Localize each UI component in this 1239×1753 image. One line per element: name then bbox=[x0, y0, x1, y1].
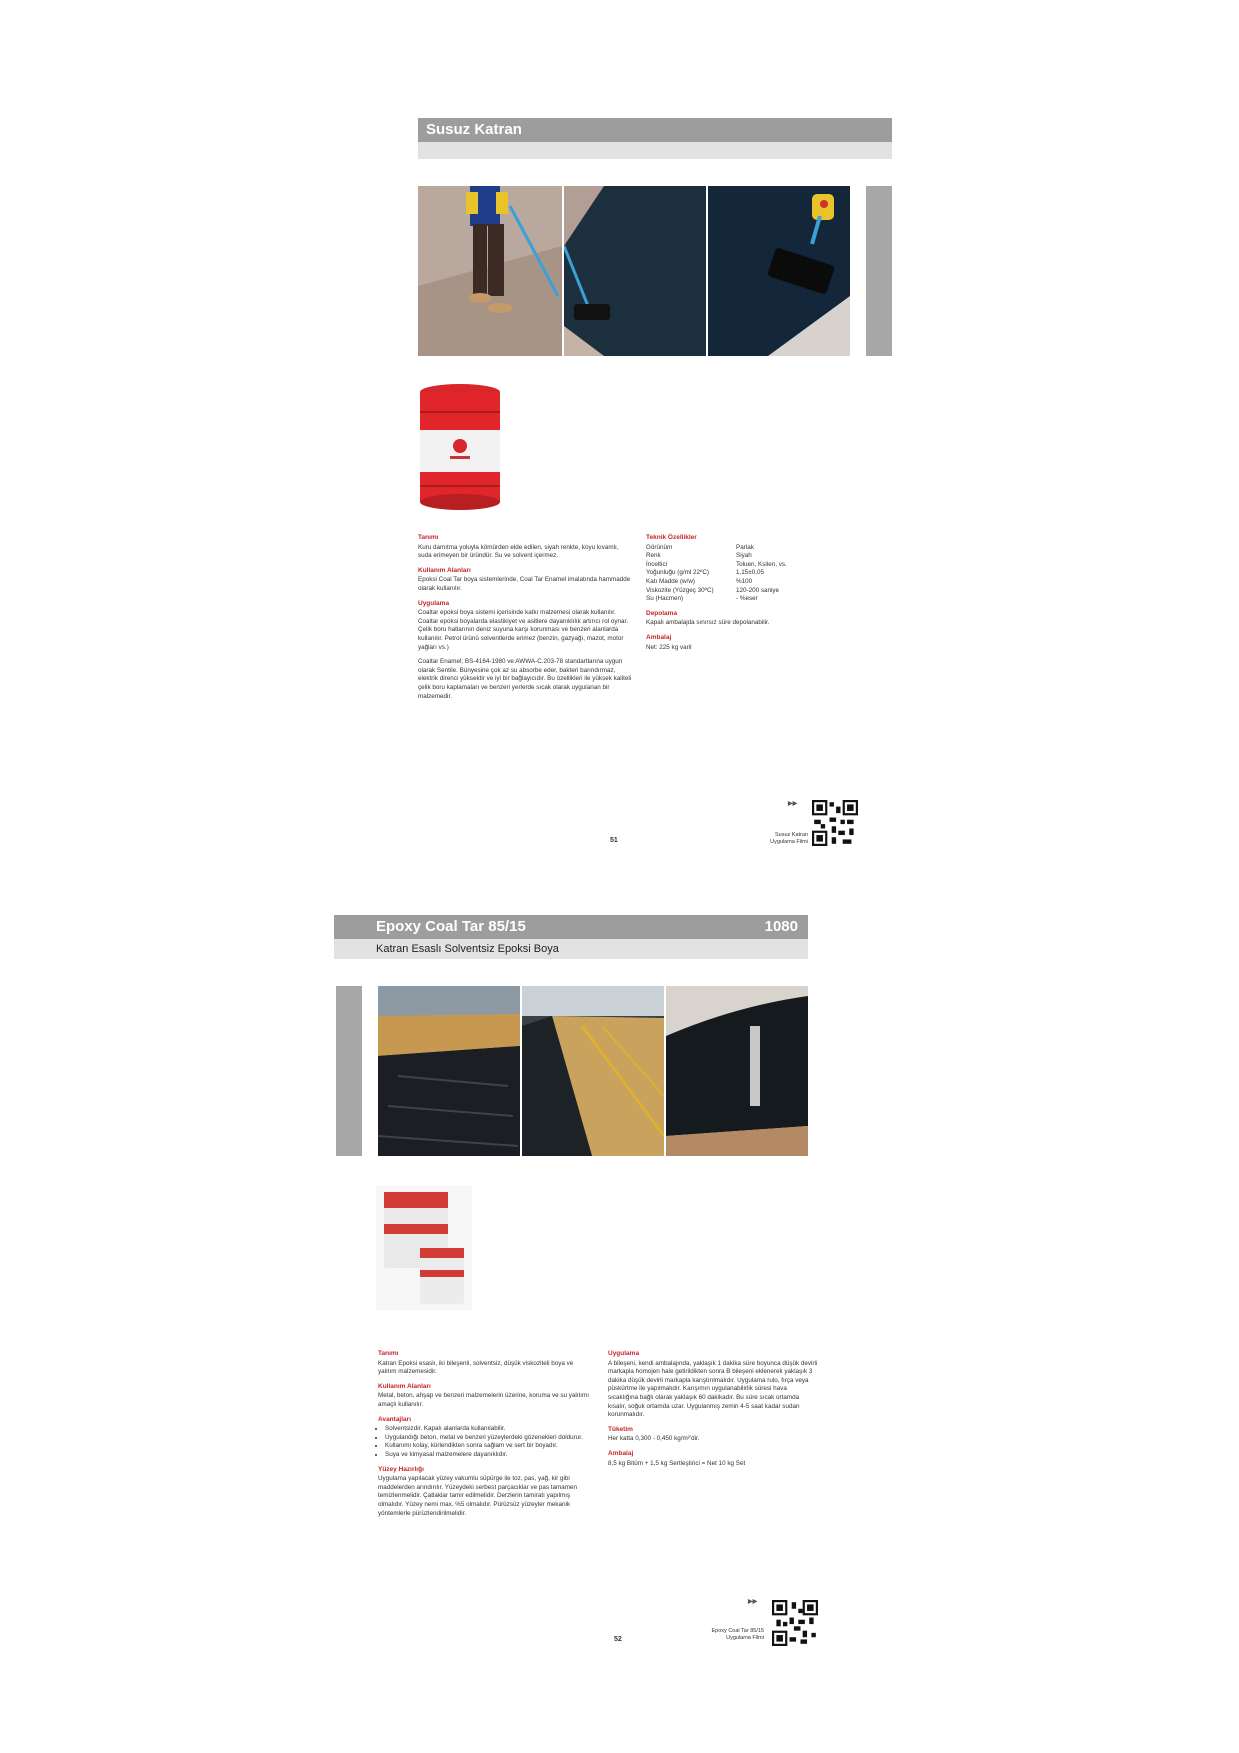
spec-row: İnceltici Toluen, Ksilen, vs. bbox=[646, 560, 787, 568]
page52-title: Epoxy Coal Tar 85/15 bbox=[376, 918, 526, 935]
page52-kullanim-text: Metal, beton, ahşap ve benzeri malzemelerin üzerine, koruma ve su yalıtımı amaçlı kullanılır. bbox=[378, 1392, 590, 1408]
page52-ambalaj-text: 8,5 kg Bitüm + 1,5 kg Sertleştirici = Net 10 kg Set bbox=[608, 1459, 746, 1467]
list-item: • Uygulandığı beton, metal ve benzeri yüzeylerdeki gözenekleri doldurur. bbox=[385, 1434, 592, 1443]
page51-qr-code-icon[interactable] bbox=[812, 800, 858, 846]
page52-avantaj-list bbox=[378, 1425, 592, 1459]
spec-row: Renk Siyah bbox=[646, 552, 752, 560]
page52-product-paint-cans bbox=[376, 1186, 472, 1310]
page51-product-barrel bbox=[416, 382, 504, 512]
page52-tanimi-heading: Tanımı bbox=[378, 1350, 399, 1357]
page52-title-bar bbox=[334, 915, 808, 939]
page52-left-column bbox=[378, 1350, 592, 1520]
page51-kullanim-heading: Kullanım Alanları bbox=[418, 566, 471, 574]
page52-kullanim-heading: Kullanım Alanları bbox=[378, 1382, 431, 1390]
page51-depolama-heading: Depolama bbox=[646, 609, 678, 617]
page52-qr-caption: Epoxy Coal Tar 85/15 Uygulama Filmi bbox=[711, 1628, 764, 1641]
page52-film-icon: ▶▶ bbox=[748, 1599, 758, 1605]
page52-tanimi-text: Katran Epoksi esaslı, iki bileşenli, solventsiz, düşük viskoziteli boya ve yalıtım malzemesidir. bbox=[378, 1359, 574, 1376]
page52-subtitle: Katran Esaslı Solventsiz Epoksi Boya bbox=[376, 943, 559, 955]
list-item: • Suya ve kimyasal malzemelere dayanıklıdır. bbox=[385, 1451, 592, 1460]
page51-photo-roller-closeup bbox=[708, 186, 850, 356]
spec-row: Katı Madde (w/w) %100 bbox=[646, 577, 753, 585]
page52-tuketim-text: Her katta 0,300 - 0,450 kg/m²'dir. bbox=[608, 1435, 700, 1443]
page51-standart-text: Coaltar Enamel; BS-4164-1980 ve AWWA-C.203-78 standartlarına uygun olarak Sentile. Bünyesine çok az su absorbe eder, bakteri barındırmaz, elektrik direnci yüksektir ve iyi bir bağlayıcıdır. Bu özellikleri ile yüksek kaliteli çelik boru kaplamaları ve benzeri yerlerde sıcak olarak uygulanan bir malzemedir. bbox=[418, 658, 632, 700]
page52-photo-tank-wall bbox=[666, 986, 808, 1156]
page51-kullanim-text: Epoksi Coal Tar boya sistemlerinde, Coal Tar Enamel imalatında hammadde olarak kullanılır. bbox=[418, 576, 631, 592]
page51-right-column bbox=[646, 534, 846, 654]
page52-uygulama-heading: Uygulama bbox=[608, 1350, 640, 1357]
page52-photo-channel-left bbox=[378, 986, 520, 1156]
page51-tanimi-heading: Tanımı bbox=[418, 534, 439, 541]
page51-side-gray-block bbox=[866, 186, 892, 356]
page52-photo-channel-middle bbox=[522, 986, 664, 1156]
page51-uygulama-text: Coaltar epoksi boya sistemi içerisinde katkı malzemesi olarak kullanılır. Coaltar epoksi boyalarda elastikiyet ve asitlere dayanıklılık artırıcı rol oynar. Çelik boru hatlarının deniz suyuna karşı korunması ve benzeri alanlarda kullanılır. Petrol ürünü solventlerde erimez (benzin, gazyağı, mazot, motor yağları vs.) bbox=[418, 609, 628, 651]
page51-tanimi-text: Kuru damıtma yoluyla kömürden elde edilen, siyah renkte, koyu kıvamlı, suda erimeyen bir üründür. Su ve solvent içermez. bbox=[418, 543, 619, 560]
page51-ambalaj-text: Net: 225 kg varil bbox=[646, 643, 692, 651]
page51-photo-roller-worker bbox=[418, 186, 562, 356]
page52-ambalaj-heading: Ambalaj bbox=[608, 1449, 634, 1457]
page51-page-number: 51 bbox=[610, 837, 618, 844]
page51-film-icon: ▶▶ bbox=[788, 801, 798, 807]
page51-ambalaj-heading: Ambalaj bbox=[646, 633, 672, 641]
page52-yuzey-heading: Yüzey Hazırlığı bbox=[378, 1465, 424, 1473]
spec-row: Su (Hacmen) - %eser bbox=[646, 595, 758, 603]
page52-subtitle-bar bbox=[334, 939, 808, 959]
page51-uygulama-heading: Uygulama bbox=[418, 599, 450, 607]
page51-depolama-text: Kapalı ambalajda sınırsız süre depolanabilir. bbox=[646, 619, 770, 627]
page51-title: Susuz Katran bbox=[426, 121, 522, 138]
list-item: • Kullanımı kolay, kürlendikten sonra sağlam ve sert bir boyadır. bbox=[385, 1442, 592, 1451]
page51-left-column bbox=[418, 534, 632, 703]
page52-uygulama-text: A bileşeni, kendi ambalajında, yaklaşık 1 dakika süre boyunca düşük devirli markapla homojen hale getirildikten sonra B bileşeni eklenerek yaklaşık 3 dakika düşük devirli markapla karıştırılmalıdır. Uygulama rulo, fırça veya püskürtme ile yapılmalıdır. Karışımın uygulanabilirlik süresi hava sıcaklığına bağlı olarak yaklaşık 60 dakikadır. Bu süre sıcak ortamda kısalır, soğuk ortamda uzar. Uygulanmış zemin 4-5 saat kadar sudan korunmalıdır. bbox=[608, 1359, 818, 1419]
page52-side-gray-block bbox=[336, 986, 362, 1156]
page52-avantaj-heading: Avantajları bbox=[378, 1415, 411, 1423]
page51-title-bar bbox=[418, 118, 892, 142]
page52-page-number: 52 bbox=[614, 1636, 622, 1643]
page52-right-column bbox=[608, 1350, 818, 1470]
page52-qr-code-icon[interactable] bbox=[772, 1600, 818, 1646]
list-item: • Solventsizdir. Kapalı alanlarda kullanılabilir. bbox=[385, 1425, 592, 1434]
page51-qr-caption: Susuz Katran Uygulama Filmi bbox=[770, 832, 808, 845]
spec-row: Viskozite (Yüzgeç 30ºC) 120-200 saniye bbox=[646, 586, 780, 594]
page51-subtitle-bar bbox=[418, 142, 892, 159]
page51-photo-black-coating bbox=[564, 186, 706, 356]
page52-product-code: 1080 bbox=[764, 918, 798, 935]
spec-row: Yoğunluğu (g/ml 22ºC) 1,15±0,05 bbox=[646, 569, 764, 577]
page52-yuzey-text: Uygulama yapılacak yüzey vakumlu süpürge ile toz, pas, yağ, kir gibi maddelerden arındırılır. Yüzeydeki serbest parçacıklar ve pas tamamen temizlenmelidir. Çatlaklar tamir edilmelidir. Derzlerin tamiratı yapılmış olmalıdır. Yüzey nemi max. %5 olmalıdır. Pürüzsüz yüzeyler mekanik yöntemlerle pürüzlendirilmelidir. bbox=[378, 1475, 578, 1517]
page51-teknik-heading: Teknik Özellikler bbox=[646, 534, 697, 541]
page52-tuketim-heading: Tüketim bbox=[608, 1425, 633, 1433]
spec-row: Görünüm Parlak bbox=[646, 543, 754, 551]
